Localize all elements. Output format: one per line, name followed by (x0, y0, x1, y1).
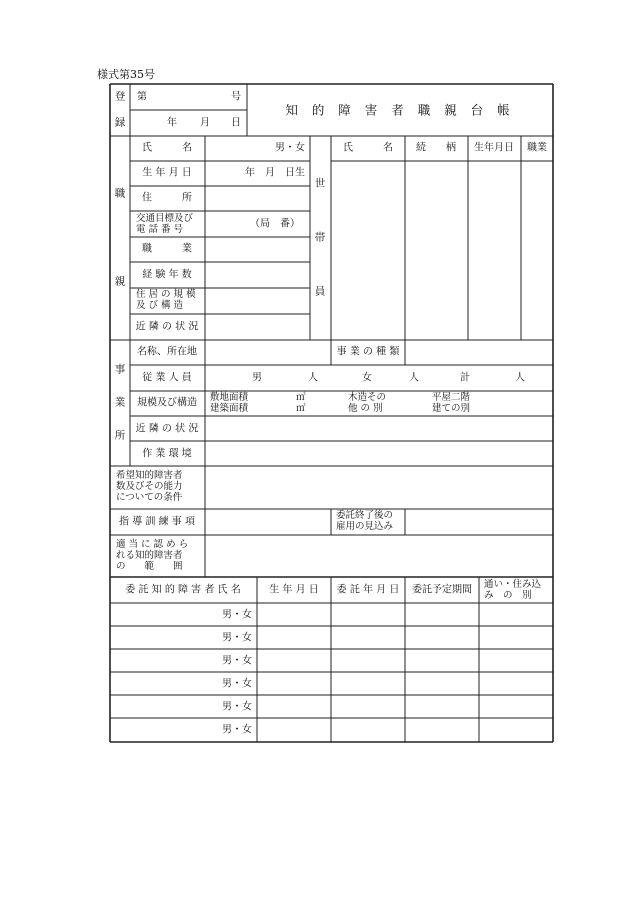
business-neighborhood-label: 近 隣 の 状 況 (135, 423, 199, 435)
household-col-relation: 続 柄 (416, 142, 456, 154)
employer-address-label: 住 所 (142, 192, 192, 204)
registration-label-top: 登 (114, 90, 126, 103)
page-title: 知 的 障 害 者 職 親 台 帳 (285, 102, 515, 118)
business-environment-label: 作 業 環 境 (142, 448, 192, 460)
employees-female-unit: 人 (409, 372, 419, 384)
employer-housing-label-1: 住 居 の 規 模 (136, 289, 196, 300)
employer-birth-value: 年 月 日生 (245, 167, 305, 179)
entrust-col-commute-2: み の 別 (484, 590, 532, 601)
employer-sex-options: 男・女 (275, 142, 305, 154)
employer-phone-value: （局 番） (250, 218, 300, 230)
employer-section-label-2: 親 (114, 275, 126, 288)
entrust-row-sex: 男・女 (222, 724, 252, 736)
employees-male: 男 (252, 372, 262, 384)
building-type-label: 建ての別 (432, 403, 471, 414)
employees-total-unit: 人 (515, 372, 525, 384)
business-label-1: 事 (114, 363, 126, 376)
employer-occupation-label: 職 業 (142, 243, 192, 255)
entrust-col-date: 委 託 年 月 日 (336, 584, 400, 596)
business-scale-label: 規模及び構造 (137, 397, 197, 409)
building-area-unit: ㎡ (296, 403, 306, 414)
registration-label-bottom: 録 (114, 116, 126, 129)
business-type-label: 事 業 の 種 類 (336, 346, 400, 358)
entrust-row-sex: 男・女 (222, 609, 252, 621)
range-label-3: の 範 囲 (116, 561, 183, 572)
employer-experience-label: 経 験 年 数 (142, 269, 192, 281)
story-label: 平屋二階 (432, 392, 471, 403)
range-label-2: れる知的障害者 (116, 550, 183, 561)
post-employment-label-2: 雇用の見込み (336, 521, 394, 532)
household-col-birth: 生年月日 (474, 142, 514, 154)
entrust-col-name: 委 託 知 的 障 害 者 氏 名 (125, 584, 241, 596)
building-area-label: 建築面積 (210, 403, 249, 414)
entrust-row-sex: 男・女 (222, 678, 252, 690)
employer-transit-label-1: 交通目標及び (136, 213, 194, 224)
employer-housing-label-2: 及 び 構 造 (136, 300, 184, 311)
post-employment-label-1: 委託終了後の (336, 510, 394, 521)
household-label-3: 員 (314, 285, 326, 298)
registration-number-prefix: 第 (137, 91, 147, 103)
desired-label-2: 数及びその能力 (116, 481, 183, 492)
entrust-col-period: 委託予定期間 (412, 584, 472, 596)
desired-label-3: についての条件 (116, 492, 183, 503)
business-label-2: 業 (114, 396, 126, 409)
employer-neighborhood-label: 近 隣 の 状 況 (135, 321, 199, 333)
form-number: 様式第35号 (97, 68, 155, 81)
household-label-2: 帯 (314, 231, 326, 244)
household-col-name: 氏 名 (343, 142, 393, 154)
registration-month: 月 (200, 117, 210, 129)
household-label-1: 世 (314, 177, 326, 190)
range-label-1: 適 当 に 認 め ら (116, 539, 189, 550)
employer-transit-label-2: 電 話 番 号 (136, 224, 184, 235)
entrust-row-sex: 男・女 (222, 655, 252, 667)
wooden-label: 木造その (348, 392, 387, 403)
registration-number-suffix: 号 (231, 91, 241, 103)
land-area-unit: ㎡ (296, 392, 306, 403)
registration-year: 年 (167, 117, 177, 129)
employees-female: 女 (362, 372, 372, 384)
entrust-col-commute-1: 通い・住み込 (484, 579, 542, 590)
land-area-label: 敷地面積 (210, 392, 249, 403)
entrust-row-sex: 男・女 (222, 701, 252, 713)
employer-name-label: 氏 名 (142, 142, 192, 154)
registration-day: 日 (231, 117, 241, 129)
employees-total: 計 (460, 372, 470, 384)
employer-birth-label: 生 年 月 日 (142, 167, 192, 179)
desired-label-1: 希望知的障害者 (116, 470, 183, 481)
other-label: 他 の 別 (348, 403, 383, 414)
entrust-row-sex: 男・女 (222, 632, 252, 644)
business-name-location-label: 名称、所在地 (137, 346, 197, 358)
entrust-col-birth: 生 年 月 日 (269, 584, 319, 596)
employer-section-label-1: 職 (114, 187, 126, 200)
business-label-3: 所 (114, 429, 126, 442)
guidance-label: 指 導 訓 練 事 項 (119, 516, 195, 528)
employees-male-unit: 人 (308, 372, 318, 384)
household-col-occupation: 職業 (527, 142, 547, 154)
business-employees-label: 従 業 人 員 (142, 372, 192, 384)
